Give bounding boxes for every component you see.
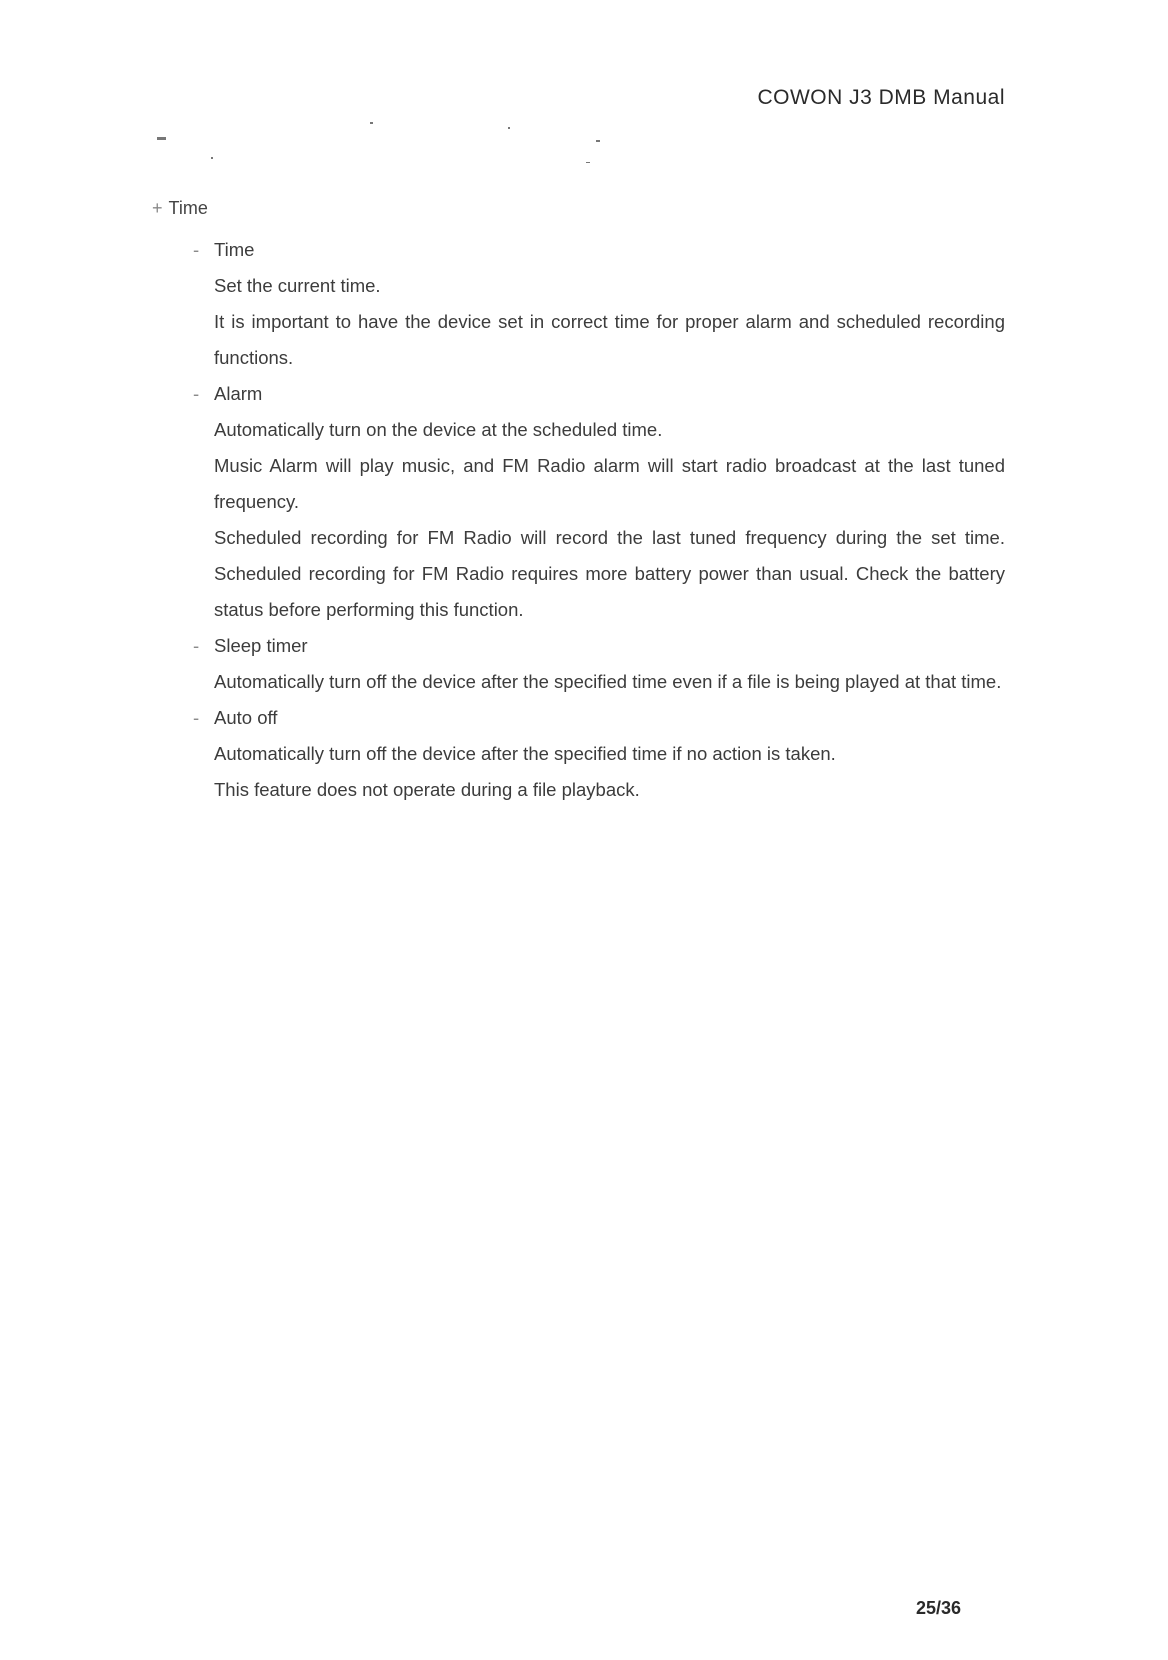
item-title [193, 700, 1005, 736]
document-header-title: COWON J3 DMB Manual [757, 86, 1005, 109]
item-dash: - [193, 635, 200, 656]
page-number: 25/36 [915, 1598, 961, 1618]
section-heading [152, 198, 208, 219]
item-paragraph: This feature does not operate during a file playback. [214, 779, 640, 800]
item-dash: - [193, 383, 200, 404]
item-auto-off [193, 700, 1005, 808]
item-alarm [193, 376, 1005, 628]
item-title [193, 232, 1005, 268]
item-paragraph: Music Alarm will play music, and FM Radio alarm will start radio broadcast at the last tuned frequency. [214, 455, 1005, 512]
item-title-text: Sleep timer [214, 635, 308, 656]
item-paragraph: Automatically turn off the device after the specified time if no action is taken. [214, 743, 836, 764]
item-time [193, 232, 1005, 376]
scan-speck [508, 127, 510, 129]
scan-speck [596, 140, 600, 142]
item-title [193, 376, 1005, 412]
item-title [193, 628, 1005, 664]
item-title-text: Time [214, 239, 255, 260]
item-title-text: Alarm [214, 383, 263, 404]
scan-speck [370, 122, 373, 124]
item-paragraph: Set the current time. [214, 275, 381, 296]
item-dash: - [193, 707, 200, 728]
item-paragraph: Scheduled recording for FM Radio will record the last tuned frequency during the set time. Scheduled recording for FM Radio requires more battery power than usual. Check the battery status before performing this function. [214, 527, 1005, 620]
item-title-text: Auto off [214, 707, 278, 728]
item-paragraph: It is important to have the device set in correct time for proper alarm and scheduled recording functions. [214, 311, 1005, 368]
section-title: Time [168, 198, 208, 218]
item-sleep-timer [193, 628, 1005, 700]
item-paragraph: Automatically turn on the device at the scheduled time. [214, 419, 663, 440]
item-dash: - [193, 239, 200, 260]
scan-speck [211, 157, 213, 159]
scan-speck [586, 162, 590, 163]
scan-speck [157, 137, 166, 140]
section-bullet: + [152, 198, 163, 218]
section-content [193, 232, 1005, 808]
item-paragraph: Automatically turn off the device after the specified time even if a file is being played at that time. [214, 671, 1002, 692]
